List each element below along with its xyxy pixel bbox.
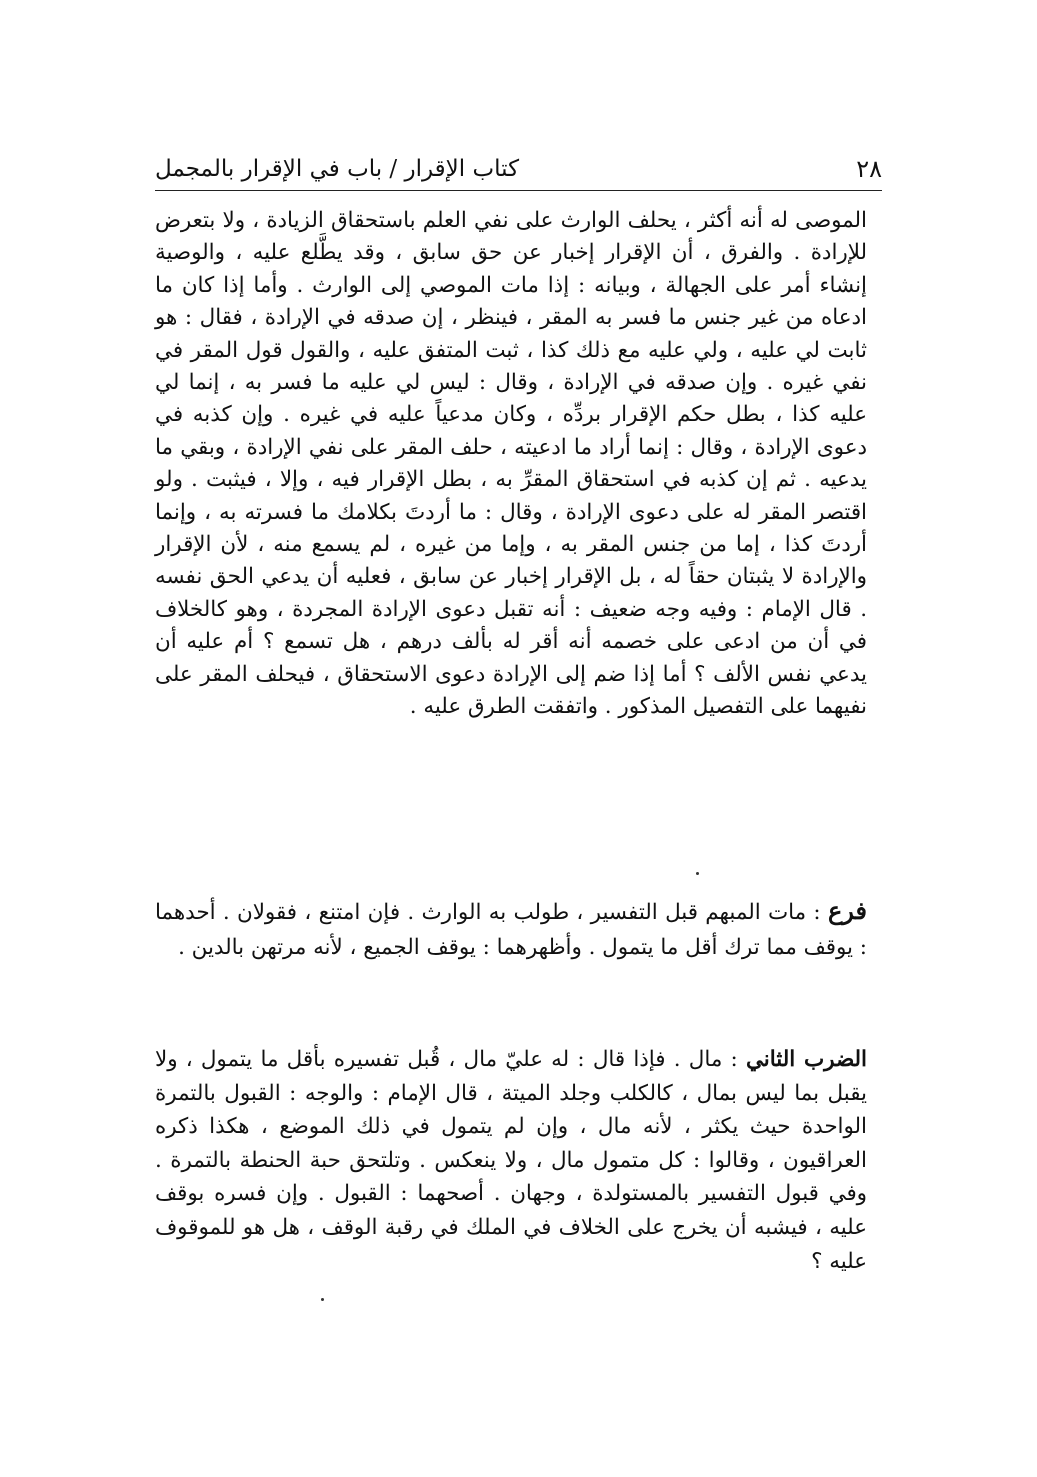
paragraph-second-type-content <box>155 1043 867 1278</box>
body-paragraph-continuation <box>155 205 867 724</box>
body-paragraph-far <box>155 893 867 965</box>
running-title: كتاب الإقرار / باب في الإقرار بالمجمل <box>155 156 520 182</box>
body-paragraph-second-type <box>155 1043 867 1278</box>
running-header <box>155 142 882 184</box>
paragraph-far-content <box>155 893 867 965</box>
stray-mark <box>696 872 699 875</box>
page-number: ٢٨ <box>856 155 882 183</box>
paragraph-second-type-text: : مال . فإذا قال : له عليّ مال ، قُبل تفسيره بأقل ما يتمول ، ولا يقبل بما ليس بمال ، كالكلب وجلد الميتة ، قال الإمام : والوجه : القبول بالتمرة الواحدة حيث يكثر ، لأنه مال ، وإن لم يتمول في ذلك الموضع ، هكذا ذكره العراقيون ، وقالوا : كل متمول مال ، ولا ينعكس . وتلتحق حبة الحنطة بالتمرة . وفي قبول التفسير بالمستولدة ، وجهان . أصحهما : القبول . وإن فسره بوقف عليه ، فيشبه أن يخرج على الخلاف في الملك في رقبة الوقف ، هل هو للموقوف عليه ؟ <box>155 1047 867 1274</box>
section-lead-far: فرع <box>827 896 867 925</box>
header-divider <box>155 190 882 191</box>
paragraph-text: الموصى له أنه أكثر ، يحلف الوارث على نفي العلم باستحقاق الزيادة ، ولا بتعرض للإرادة . والفرق ، أن الإقرار إخبار عن حق سابق ، وقد يطَّلع عليه ، والوصية إنشاء أمر على الجهالة ، وبيانه : إذا مات الموصي إلى الوارث . وأما إذا كان ما ادعاه من غير جنس ما فسر به المقر ، فينظر ، إن صدقه في الإرادة ، فقال : هو ثابت لي عليه ، ولي عليه مع ذلك كذا ، ثبت المتفق عليه ، والقول قول المقر في نفي غيره . وإن صدقه في الإرادة ، وقال : ليس لي عليه ما فسر به ، إنما لي عليه كذا ، بطل حكم الإقرار بردِّه ، وكان مدعياً عليه في غيره . وإن كذبه في دعوى الإرادة ، وقال : إنما أراد ما ادعيته ، حلف المقر على نفي الإرادة ، وبقي ما يدعيه . ثم إن كذبه في استحقاق المقرِّ به ، بطل الإقرار فيه ، وإلا ، فيثبت . ولو اقتصر المقر له على دعوى الإرادة ، وقال : ما أردتَ بكلامك ما فسرته به ، وإنما أردتَ كذا ، إما من جنس المقر به ، وإما من غيره ، لم يسمع منه ، لأن الإقرار والإرادة لا يثبتان حقاً له ، بل الإقرار إخبار عن سابق ، فعليه أن يدعي الحق نفسه . قال الإمام : وفيه وجه ضعيف : أنه تقبل دعوى الإرادة المجردة ، وهو كالخلاف في أن من ادعى على خصمه أنه أقر له بألف درهم ، هل تسمع ؟ أم عليه أن يدعي نفس الألف ؟ أما إذا ضم إلى الإرادة دعوى الاستحقاق ، فيحلف المقر على نفيهما على التفصيل المذكور . واتفقت الطرق عليه . <box>155 208 867 720</box>
stray-mark <box>321 1298 324 1301</box>
paragraph-far-text: : مات المبهم قبل التفسير ، طولب به الوارث . فإن امتنع ، فقولان . أحدهما : يوقف مما ترك أقل ما يتمول . وأظهرهما : يوقف الجميع ، لأنه مرتهن بالدين . <box>155 900 867 960</box>
section-lead-second-type: الضرب الثاني <box>745 1047 867 1072</box>
